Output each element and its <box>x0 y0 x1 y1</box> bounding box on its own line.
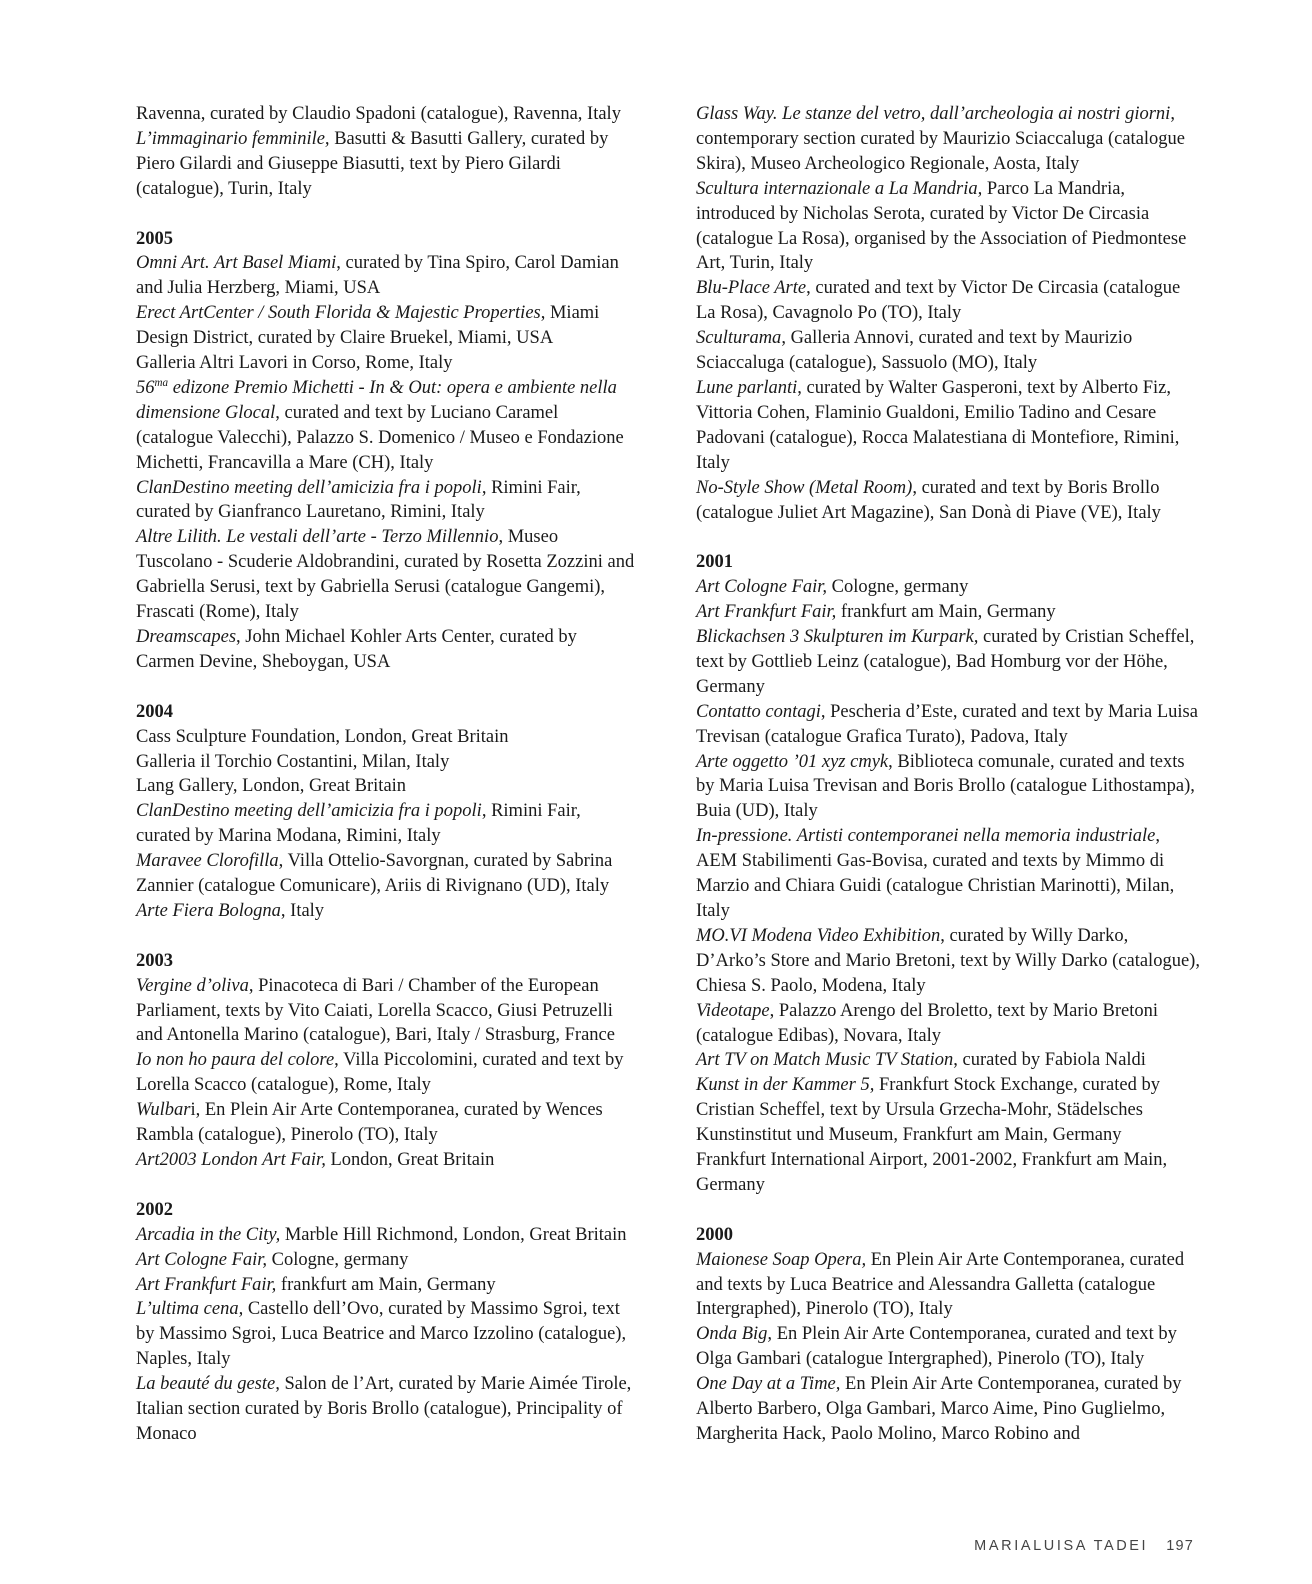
exhibition-entry <box>136 625 636 675</box>
exhibition-title: Blu-Place Arte <box>696 278 807 299</box>
exhibition-title: Altre Lilith. Le vestali dell’arte - Terzo Millennio <box>136 527 499 548</box>
exhibition-details: Parco La Mandria, introduced by Nicholas Serota, curated by Victor De Circasia (catalogue La Rosa), organised by the Association of Piedmontese Art, Turin, Italy <box>696 178 1187 274</box>
exhibition-entry <box>136 1148 636 1173</box>
exhibition-title: No-Style Show (Metal Room) <box>696 477 913 498</box>
exhibition-title: ClanDestino meeting dell’amicizia fra i popoli <box>136 477 482 498</box>
exhibition-details: Marble Hill Richmond, London, Great Britain <box>280 1224 627 1245</box>
exhibition-entry <box>136 525 636 625</box>
exhibition-entry <box>136 774 636 799</box>
exhibition-details: Galleria Altri Lavori in Corso, Rome, Italy <box>136 353 453 374</box>
exhibition-details: , curated by Tina Spiro, Carol Damian and Julia Herzberg, Miami, USA <box>136 253 619 299</box>
exhibition-entry <box>696 824 1201 924</box>
exhibition-entry <box>136 351 636 376</box>
exhibition-title: Erect ArtCenter / South Florida & Majestic Properties <box>136 303 541 324</box>
exhibition-title: One Day at a Time, <box>696 1374 841 1395</box>
exhibition-entry <box>696 102 1201 177</box>
exhibition-details: Castello dell’Ovo, curated by Massimo Sgroi, text by Massimo Sgroi, Luca Beatrice and Marco Izzolino (catalogue), Naples, Italy <box>136 1299 627 1370</box>
year-heading: 2005 <box>136 228 173 249</box>
exhibition-details: Cologne, germany <box>267 1249 409 1270</box>
exhibition-title: Scultura internazionale a La Mandria, <box>696 178 983 199</box>
right-column <box>696 102 1201 1447</box>
exhibition-entry <box>136 127 636 202</box>
exhibition-title: Maravee Clorofilla <box>136 851 279 872</box>
exhibition-details: frankfurt am Main, Germany <box>836 602 1056 623</box>
exhibition-entry <box>696 276 1201 326</box>
exhibition-details: Salon de l’Art, curated by Marie Aimée Tirole, Italian section curated by Boris Brollo (catalogue), Principality of Monaco <box>136 1374 632 1444</box>
exhibition-entry <box>696 376 1201 476</box>
exhibition-details: , curated and text by Boris Brollo (catalogue Juliet Art Magazine), San Donà di Piave (VE), Italy <box>696 477 1161 523</box>
exhibition-year-section <box>696 102 1201 525</box>
exhibition-entry <box>696 1372 1201 1447</box>
exhibition-details: Basutti & Basutti Gallery, curated by Piero Gilardi and Giuseppe Biasutti, text by Piero Gilardi (catalogue), Turin, Italy <box>136 128 609 199</box>
exhibition-entry <box>696 1048 1201 1073</box>
exhibition-entry <box>136 799 636 849</box>
exhibition-details: , curated by Fabiola Naldi <box>953 1050 1146 1071</box>
exhibition-details: , AEM Stabilimenti Gas-Bovisa, curated and texts by Mimmo di Marzio and Chiara Guidi (catalogue Christian Marinotti), Milan, Italy <box>696 826 1175 921</box>
exhibition-entry <box>136 1273 636 1298</box>
exhibition-details: En Plein Air Arte Contemporanea, curated and texts by Luca Beatrice and Alessandra Galletta (catalogue Intergraphed), Pinerolo (TO), Italy <box>696 1249 1185 1320</box>
exhibition-title: Vergine d’oliva <box>136 975 249 996</box>
exhibition-details: frankfurt am Main, Germany <box>276 1274 496 1295</box>
exhibition-title: In-pressione. Artisti contemporanei nella memoria industriale <box>696 826 1156 847</box>
year-heading: 2004 <box>136 701 173 722</box>
exhibition-details: Galleria il Torchio Costantini, Milan, Italy <box>136 751 450 772</box>
exhibition-entry <box>136 1098 636 1148</box>
year-heading: 2003 <box>136 950 173 971</box>
year-heading: 2002 <box>136 1199 173 1220</box>
exhibition-title: Contatto contagi <box>696 701 821 722</box>
exhibition-details: London, Great Britain <box>325 1150 495 1171</box>
exhibition-title: Kunst in der Kammer 5, <box>696 1075 875 1096</box>
exhibition-title: Lune parlanti <box>696 377 798 398</box>
exhibition-title: 56 <box>136 377 155 398</box>
footer-author: MARIALUISA TADEI <box>974 1538 1149 1554</box>
exhibition-title: Arte oggetto ’01 xyz cmyk <box>696 751 889 772</box>
exhibition-title: Io non ho paura del colore <box>136 1050 335 1071</box>
exhibition-details: , Museo Tuscolano - Scuderie Aldobrandini, curated by Rosetta Zozzini and Gabriella Serusi, text by Gabriella Serusi (catalogue Gangemi), Frascati (Rome), Italy <box>136 527 635 623</box>
exhibition-details: , curated by Willy Darko, D’Arko’s Store and Mario Bretoni, text by Willy Darko (catalogue), Chiesa S. Paolo, Modena, Italy <box>696 925 1200 996</box>
exhibition-entry <box>696 326 1201 376</box>
exhibition-year-section <box>136 700 636 924</box>
exhibition-details: , curated and text by Victor De Circasia (catalogue La Rosa), Cavagnolo Po (TO), Italy <box>696 278 1181 324</box>
exhibition-details: curated by Cristian Scheffel, text by Gottlieb Leinz (catalogue), Bad Homburg vor der Höhe, Germany <box>696 627 1195 697</box>
exhibition-details: En Plein Air Arte Contemporanea, curated and text by Olga Gambari (catalogue Intergraphed), Pinerolo (TO), Italy <box>696 1324 1177 1370</box>
exhibition-title: Maionese Soap Opera, <box>696 1249 867 1270</box>
exhibition-entry <box>136 476 636 526</box>
exhibition-title: Art Cologne Fair, <box>136 1249 268 1270</box>
exhibition-title: Art2003 London Art Fair, <box>136 1150 326 1171</box>
exhibition-details: , Galleria Annovi, curated and text by Maurizio Sciaccaluga (catalogue), Sassuolo (MO), Italy <box>696 328 1133 374</box>
exhibition-details: , Villa Piccolomini, curated and text by Lorella Scacco (catalogue), Rome, Italy <box>136 1050 624 1096</box>
exhibition-details: , Pescheria d’Este, curated and text by Maria Luisa Trevisan (catalogue Grafica Turato), Padova, Italy <box>696 701 1198 747</box>
exhibition-details: Lang Gallery, London, Great Britain <box>136 776 407 797</box>
exhibition-details: , Rimini Fair, curated by Gianfranco Lauretano, Rimini, Italy <box>136 477 581 523</box>
exhibition-year-section <box>136 1198 636 1447</box>
exhibition-details: Ravenna, curated by Claudio Spadoni (catalogue), Ravenna, Italy <box>136 104 621 124</box>
exhibition-title: Arte Fiera Bologna <box>136 900 281 921</box>
exhibition-title: L’ultima cena, <box>136 1299 244 1320</box>
exhibition-entry <box>136 1248 636 1273</box>
exhibition-entry <box>136 102 636 127</box>
exhibition-title: MO.VI Modena Video Exhibition <box>696 925 941 946</box>
exhibition-title: ClanDestino meeting dell’amicizia fra i popoli <box>136 801 482 822</box>
year-heading: 2001 <box>696 552 733 573</box>
exhibition-details: En Plein Air Arte Contemporanea, curated by Alberto Barbero, Olga Gambari, Marco Aime, Pino Guglielmo, Margherita Hack, Paolo Molino, Marco Robino and <box>696 1374 1182 1444</box>
exhibition-details: Frankfurt Stock Exchange, curated by Cristian Scheffel, text by Ursula Grzecha-Mohr, Städelsches Kunstinstitut und Museum, Frankfurt am Main, Germany <box>696 1075 1160 1146</box>
exhibition-year-section <box>696 1223 1201 1447</box>
exhibition-entry <box>136 899 636 924</box>
exhibition-title: Sculturama <box>696 328 782 349</box>
exhibition-title: Art TV on Match Music TV Station <box>696 1050 954 1071</box>
exhibition-entry <box>136 1223 636 1248</box>
exhibition-entry <box>696 476 1201 526</box>
exhibition-entry <box>136 849 636 899</box>
exhibition-title: Dreamscapes <box>136 627 237 648</box>
exhibition-details: Cass Sculpture Foundation, London, Great Britain <box>136 726 509 747</box>
exhibition-entry <box>136 974 636 1049</box>
exhibition-title: Art Frankfurt Fair, <box>136 1274 277 1295</box>
exhibition-entry <box>136 1372 636 1447</box>
exhibition-entry <box>696 1322 1201 1372</box>
exhibition-title: Blickachsen 3 Skulpturen im Kurpark, <box>696 627 979 648</box>
exhibition-title: Wulbar <box>136 1100 191 1121</box>
exhibition-title: Onda Big, <box>696 1324 773 1345</box>
exhibition-details: , curated and text by Luciano Caramel (catalogue Valecchi), Palazzo S. Domenico / Museo e Fondazione Michetti, Francavilla a Mare (CH), Italy <box>136 402 624 473</box>
exhibition-title: Art Cologne Fair, <box>696 577 828 598</box>
exhibition-title-continued: edizone Premio Michetti - In & Out: opera e ambiente nella dimensione Glocal <box>136 377 617 423</box>
exhibition-entry <box>696 1073 1201 1148</box>
exhibition-details: , curated by Walter Gasperoni, text by Alberto Fiz, Vittoria Cohen, Flaminio Gualdoni, Emilio Tadino and Cesare Padovani (catalogue), Rocca Malatestiana di Montefiore, Rimini, Italy <box>696 377 1180 473</box>
exhibition-details: , John Michael Kohler Arts Center, curated by Carmen Devine, Sheboygan, USA <box>136 627 577 672</box>
exhibition-year-section <box>136 949 636 1173</box>
exhibition-details: Frankfurt International Airport, 2001-2002, Frankfurt am Main, Germany <box>696 1150 1168 1195</box>
exhibition-details: , Villa Ottelio-Savorgnan, curated by Sabrina Zannier (catalogue Comunicare), Ariis di Rivignano (UD), Italy <box>136 851 613 897</box>
exhibition-entry <box>696 999 1201 1049</box>
exhibition-details: , Miami Design District, curated by Claire Bruekel, Miami, USA <box>136 303 600 349</box>
exhibition-entry <box>136 750 636 775</box>
exhibition-entry <box>696 1148 1201 1198</box>
page-number: 197 <box>1166 1538 1194 1554</box>
exhibition-entry <box>696 750 1201 825</box>
exhibition-year-section <box>136 227 636 675</box>
exhibition-title: La beauté du geste, <box>136 1374 280 1395</box>
exhibition-entry <box>696 625 1201 700</box>
exhibition-details: , Italy <box>280 900 325 921</box>
exhibition-entry <box>136 301 636 351</box>
left-column <box>136 102 636 1447</box>
exhibition-title: L’immaginario femminile, <box>136 128 330 149</box>
exhibition-details: , Biblioteca comunale, curated and texts by Maria Luisa Trevisan and Boris Brollo (catalogue Lithostampa), Buia (UD), Italy <box>696 751 1195 822</box>
exhibition-entry <box>696 1248 1201 1323</box>
exhibition-details: , Rimini Fair, curated by Marina Modana, Rimini, Italy <box>136 801 581 847</box>
exhibition-details: , contemporary section curated by Maurizio Sciaccaluga (catalogue Skira), Museo Archeologico Regionale, Aosta, Italy <box>696 104 1186 174</box>
exhibition-details: Cologne, germany <box>827 577 969 598</box>
exhibition-year-section <box>136 102 636 202</box>
exhibition-entry <box>696 600 1201 625</box>
exhibition-entry <box>136 1297 636 1372</box>
exhibition-entry <box>136 251 636 301</box>
exhibition-entry <box>136 376 636 476</box>
exhibition-title: Arcadia in the City, <box>136 1224 281 1245</box>
exhibition-entry <box>136 725 636 750</box>
exhibition-year-section <box>696 550 1201 1198</box>
page-footer <box>974 1538 1194 1554</box>
exhibition-title: Glass Way. Le stanze del vetro, dall’archeologia ai nostri giorni <box>696 104 1171 124</box>
exhibition-entry <box>696 924 1201 999</box>
exhibition-title: Omni Art. Art Basel Miami <box>136 253 337 274</box>
exhibition-entry <box>696 177 1201 277</box>
exhibition-details: i, En Plein Air Arte Contemporanea, curated by Wences Rambla (catalogue), Pinerolo (TO), Italy <box>136 1100 603 1146</box>
exhibition-details: , Pinacoteca di Bari / Chamber of the European Parliament, texts by Vito Caiati, Lorella Scacco, Giusi Petruzelli and Antonella Marino (catalogue), Bari, Italy / Strasburg, France <box>136 975 615 1046</box>
exhibition-title: Art Frankfurt Fair, <box>696 602 837 623</box>
exhibition-entry <box>696 700 1201 750</box>
exhibition-entry <box>136 1048 636 1098</box>
exhibition-details: , Palazzo Arengo del Broletto, text by Mario Bretoni (catalogue Edibas), Novara, Italy <box>696 1000 1159 1046</box>
exhibition-entry <box>696 575 1201 600</box>
exhibition-title: Videotape <box>696 1000 770 1021</box>
ordinal-superscript: ma <box>154 376 169 389</box>
year-heading: 2000 <box>696 1224 733 1245</box>
